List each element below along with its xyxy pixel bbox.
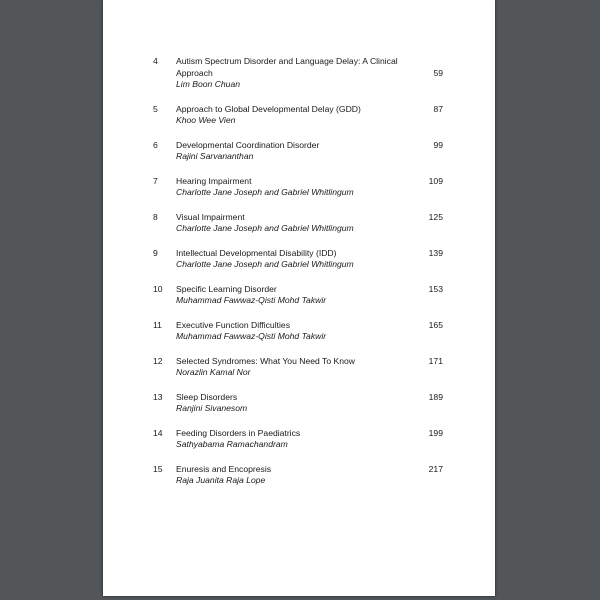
chapter-number: 10	[153, 283, 163, 294]
page-number: 153	[428, 283, 443, 294]
chapter-text	[176, 140, 406, 163]
chapter-number: 13	[153, 391, 163, 402]
page-number: 199	[428, 427, 443, 438]
chapter-title: Specific Learning Disorder	[176, 283, 277, 294]
chapter-text	[176, 428, 406, 451]
page-number: 139	[428, 247, 443, 258]
chapter-number: 11	[153, 319, 162, 330]
chapter-title: Autism Spectrum Disorder and Language Delay: A Clinical Approach	[176, 56, 398, 78]
chapter-text	[176, 176, 406, 199]
page-number: 99	[433, 139, 443, 150]
chapter-number: 8	[153, 211, 158, 222]
chapter-text	[176, 248, 406, 271]
chapter-author: Rajini Sarvananthan	[176, 151, 254, 161]
chapter-author: Lim Boon Chuan	[176, 79, 241, 89]
chapter-author: Charlotte Jane Joseph and Gabriel Whitlingum	[176, 259, 354, 269]
chapter-text	[176, 212, 406, 235]
chapter-author: Ranjini Sivanesom	[176, 403, 248, 413]
chapter-title: Visual Impairment	[176, 211, 245, 222]
toc-entry-15[interactable]	[103, 464, 495, 500]
chapter-text	[176, 56, 406, 91]
chapter-title: Approach to Global Developmental Delay (GDD)	[176, 103, 361, 114]
chapter-number: 12	[153, 355, 163, 366]
toc-entry-12[interactable]	[103, 356, 495, 392]
chapter-title: Feeding Disorders in Paediatrics	[176, 427, 301, 438]
table-of-contents	[103, 56, 495, 500]
page-number: 125	[428, 211, 443, 222]
chapter-number: 4	[153, 56, 158, 66]
chapter-text	[176, 104, 406, 127]
chapter-title: Selected Syndromes: What You Need To Know	[176, 355, 355, 366]
toc-entry-11[interactable]	[103, 320, 495, 356]
chapter-number: 5	[153, 103, 158, 114]
chapter-author: Sathyabama Ramachandram	[176, 439, 288, 449]
chapter-number: 6	[153, 139, 158, 150]
chapter-text	[176, 320, 406, 343]
chapter-title: Intellectual Developmental Disability (IDD)	[176, 247, 337, 258]
chapter-number: 7	[153, 175, 158, 186]
toc-entry-10[interactable]	[103, 284, 495, 320]
chapter-author: Charlotte Jane Joseph and Gabriel Whitlingum	[176, 187, 354, 197]
toc-entry-6[interactable]	[103, 140, 495, 176]
toc-entry-5[interactable]	[103, 104, 495, 140]
toc-entry-7[interactable]	[103, 176, 495, 212]
chapter-author: Muhammad Fawwaz-Qisti Mohd Takwir	[176, 331, 327, 341]
chapter-number: 14	[153, 427, 163, 438]
page-number: 165	[428, 319, 443, 330]
page-number: 171	[428, 355, 443, 366]
page-number: 109	[428, 175, 443, 186]
toc-entry-9[interactable]	[103, 248, 495, 284]
chapter-author: Charlotte Jane Joseph and Gabriel Whitlingum	[176, 223, 354, 233]
chapter-title: Developmental Coordination Disorder	[176, 139, 320, 150]
toc-entry-4[interactable]	[103, 56, 495, 104]
chapter-author: Norazlin Kamal Nor	[176, 367, 251, 377]
chapter-author: Raja Juanita Raja Lope	[176, 475, 266, 485]
chapter-title: Executive Function Difficulties	[176, 319, 290, 330]
toc-entry-14[interactable]	[103, 428, 495, 464]
chapter-text	[176, 392, 406, 415]
chapter-author: Muhammad Fawwaz-Qisti Mohd Takwir	[176, 295, 327, 305]
document-page	[103, 0, 495, 596]
chapter-text	[176, 356, 406, 379]
chapter-text	[176, 464, 406, 487]
page-number: 189	[428, 391, 443, 402]
page-number: 59	[433, 68, 443, 78]
toc-entry-8[interactable]	[103, 212, 495, 248]
chapter-text	[176, 284, 406, 307]
toc-entry-13[interactable]	[103, 392, 495, 428]
chapter-number: 15	[153, 463, 163, 474]
page-number: 87	[433, 103, 443, 114]
chapter-title: Hearing Impairment	[176, 175, 252, 186]
chapter-number: 9	[153, 247, 158, 258]
page-number: 217	[428, 463, 443, 474]
chapter-title: Enuresis and Encopresis	[176, 463, 272, 474]
chapter-author: Khoo Wee Vien	[176, 115, 236, 125]
chapter-title: Sleep Disorders	[176, 391, 238, 402]
